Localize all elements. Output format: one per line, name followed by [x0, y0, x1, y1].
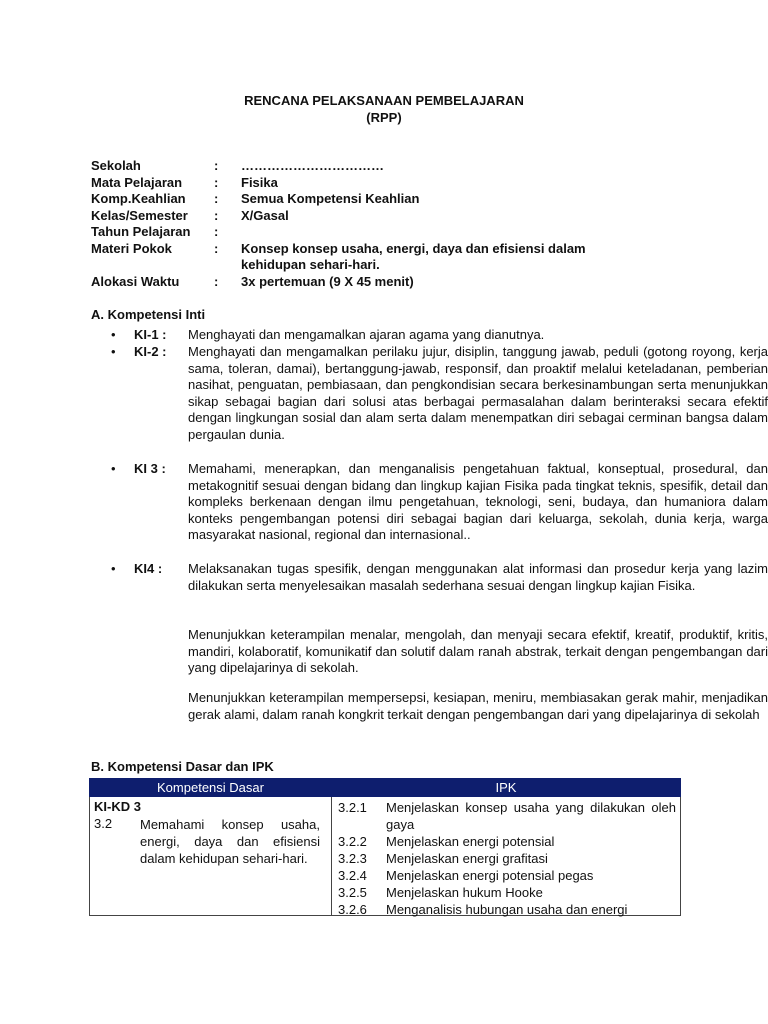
ki-text: Menghayati dan mengamalkan perilaku jujur, disiplin, tanggung jawab, peduli (gotong royong, kerja sama, toleran, damai), bertanggung-jawab, responsif, dan proaktif melalui keteladanan, pemberian nasihat, penguatan, pembiasaan, dan pengkondisian secara berkesinambungan serta menunjukkan sikap sebagai bagian dari solusi atas berbagai permasalahan dalam berinteraksi secara efektif dengan lingkungan sosial dan alam serta dalam menempatkan diri sebagai cerminan bangsa dalam pergaulan dunia. [188, 344, 768, 442]
document-subtitle: (RPP) [366, 110, 402, 125]
ki-text: Memahami, menerapkan, dan menganalisis pengetahuan faktual, konseptual, prosedural, dan metakognitif sesuai dengan bidang dan lingkup kajian Fisika pada tingkat teknis, spesifik, detail dan kompleks berkenaan dengan ilmu pengetahuan, teknologi, seni, budaya, dan humaniora dalam konteks pengembangan potensi diri sebagai bagian dari keluarga, sekolah, dunia kerja, warga masyarakat nasional, regional dan internasional.. [188, 461, 768, 543]
table-row [90, 797, 681, 916]
ipk-text: Menjelaskan energi potensial [386, 834, 555, 849]
section-b-heading: B. Kompetensi Dasar dan IPK [91, 759, 274, 774]
ipk-text: Menjelaskan konsep usaha yang dilakukan oleh gaya [386, 800, 676, 832]
identity-value: Fisika [241, 174, 278, 190]
bullet-icon: • [111, 327, 116, 342]
ipk-number: 3.2.3 [338, 851, 367, 866]
ipk-number: 3.2.6 [338, 902, 367, 917]
identity-label: Komp.Keahlian [91, 191, 186, 206]
kd-number: 3.2 [94, 816, 113, 831]
ipk-text: Menganalisis hubungan usaha dan energi [386, 902, 628, 917]
kd-group-label: KI-KD 3 [94, 799, 141, 814]
ipk-number: 3.2.5 [338, 885, 367, 900]
ipk-text: Menjelaskan energi grafitasi [386, 851, 548, 866]
identity-value: Konsep konsep usaha, energi, daya dan efisiensi dalam kehidupan sehari-hari. [241, 240, 586, 272]
ipk-cell [332, 797, 681, 916]
bullet-icon: • [111, 461, 116, 476]
identity-label: Kelas/Semester [91, 207, 188, 223]
ki4-paragraph: Menunjukkan keterampilan menalar, mengolah, dan menyaji secara efektif, kreatif, produktif, kritis, mandiri, kolaboratif, komunikatif dan solutif dalam ranah abstrak, terkait dengan pengembangan dari yang dipelajarinya di sekolah. [188, 627, 768, 676]
ki-code: KI 3 : [134, 461, 166, 476]
ki-text: Menghayati dan mengamalkan ajaran agama yang dianutnya. [188, 327, 545, 342]
kd-description: Memahami konsep usaha, energi, daya dan efisiensi dalam kehidupan sehari-hari. [140, 817, 320, 866]
identity-value: X/Gasal [241, 207, 289, 223]
ipk-text: Menjelaskan energi potensial pegas [386, 868, 594, 883]
column-header-ipk: IPK [332, 779, 681, 797]
identity-colon: : [214, 224, 219, 239]
identity-value: Semua Kompetensi Keahlian [241, 191, 420, 206]
ipk-number: 3.2.4 [338, 868, 367, 883]
identity-colon: : [214, 240, 219, 256]
identity-label: Mata Pelajaran [91, 174, 183, 190]
ki-text: Melaksanakan tugas spesifik, dengan menggunakan alat informasi dan prosedur kerja yang lazim dilakukan serta menyelesaikan masalah sederhana sesuai dengan lingkup kajian Fisika. [188, 561, 768, 593]
identity-value: …………………………… [241, 158, 384, 173]
identity-colon: : [214, 174, 219, 190]
ipk-number: 3.2.2 [338, 834, 367, 849]
identity-colon: : [214, 191, 219, 206]
ipk-number: 3.2.1 [338, 800, 367, 815]
ipk-text: Menjelaskan hukum Hooke [386, 885, 543, 900]
identity-colon: : [214, 158, 219, 173]
bullet-icon: • [111, 344, 116, 359]
identity-label: Materi Pokok [91, 240, 172, 256]
ki-code: KI-2 : [134, 344, 167, 359]
identity-colon: : [214, 207, 219, 223]
kd-cell [90, 797, 332, 916]
section-a-heading: A. Kompetensi Inti [91, 307, 206, 322]
identity-label: Sekolah [91, 158, 141, 173]
column-header-kd: Kompetensi Dasar [90, 779, 332, 797]
bullet-icon: • [111, 561, 116, 576]
identity-value: 3x pertemuan (9 X 45 menit) [241, 273, 414, 289]
kd-ipk-table [89, 778, 681, 916]
identity-colon: : [214, 273, 219, 289]
ki4-paragraph: Menunjukkan keterampilan mempersepsi, kesiapan, meniru, membiasakan gerak mahir, menjadikan gerak alami, dalam ranah kongkrit terkait dengan pengembangan dari yang dipelajarinya di sekolah [188, 690, 768, 722]
document-title: RENCANA PELAKSANAAN PEMBELAJARAN [244, 93, 524, 108]
identity-label: Tahun Pelajaran [91, 224, 191, 239]
ki-code: KI-1 : [134, 327, 167, 342]
identity-label: Alokasi Waktu [91, 273, 180, 289]
ki-code: KI4 : [134, 561, 163, 576]
